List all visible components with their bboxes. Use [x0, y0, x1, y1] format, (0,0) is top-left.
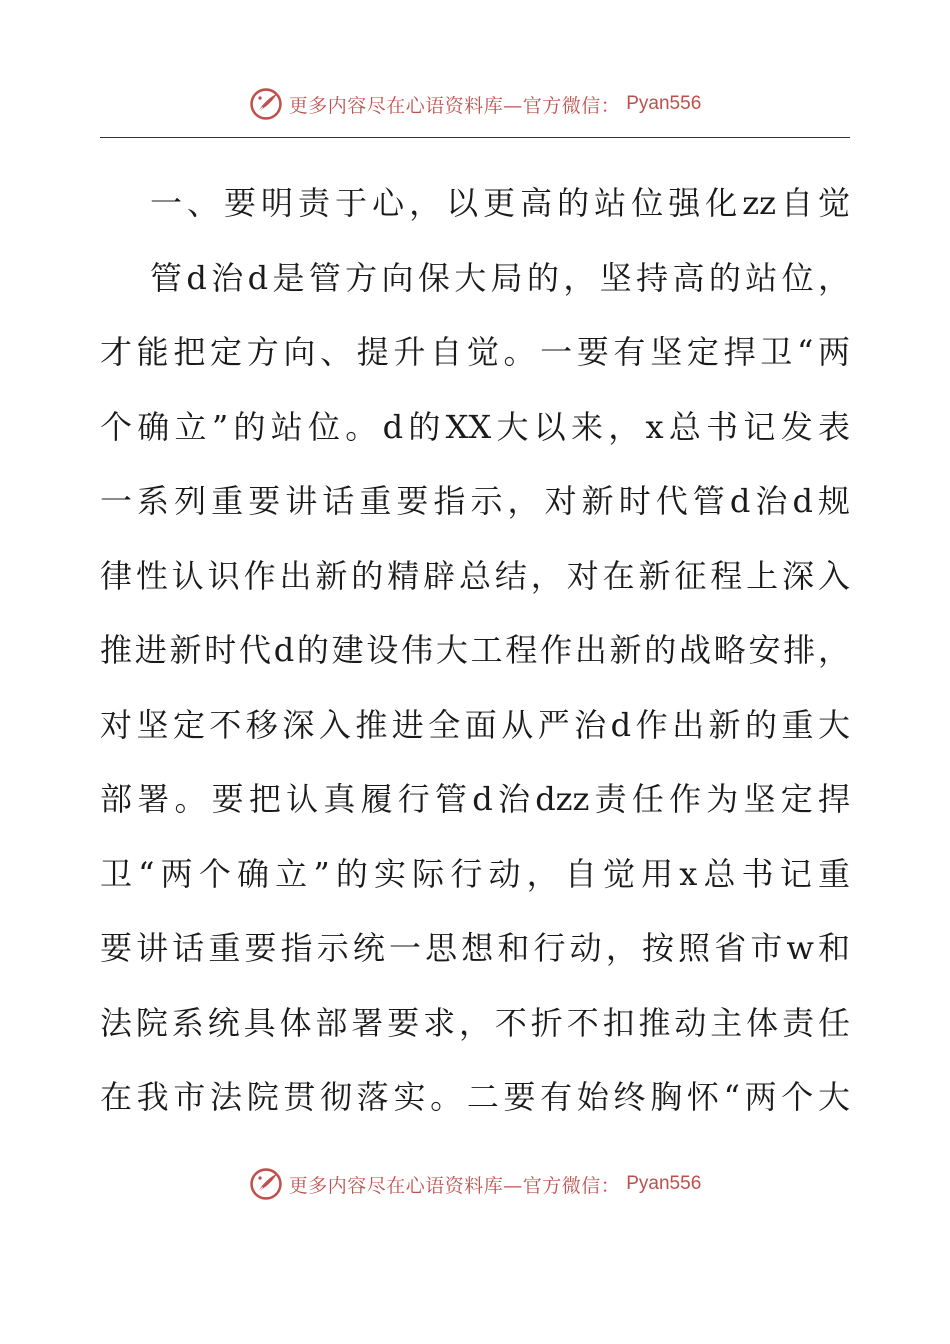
paragraph-line: 管d治d是管方向保大局的，坚持高的站位，	[150, 258, 850, 297]
header-watermark	[0, 84, 950, 124]
watermark-brand: Pyan556	[626, 1173, 702, 1194]
watermark-text: 更多内容尽在心语资料库—官方微信：	[288, 1174, 621, 1197]
watermark-brand: Pyan556	[626, 93, 702, 114]
paragraph-line: 对坚定不移深入推进全面从严治d作出新的重大	[100, 705, 850, 744]
paragraph-line: 才能把定方向、提升自觉。一要有坚定捍卫“两	[100, 333, 850, 371]
watermark-text: 更多内容尽在心语资料库—官方微信：	[288, 94, 621, 117]
quill-logo-icon	[249, 87, 283, 121]
paragraph-line: 一系列重要讲话重要指示，对新时代管d治d规	[100, 482, 850, 520]
document-body	[100, 166, 850, 1135]
paragraph-line: 法院系统具体部署要求，不折不扣推动主体责任	[100, 1003, 850, 1042]
paragraph-line: 个确立”的站位。d的XX大以来，x总书记发表	[100, 407, 850, 446]
paragraph-line: 要讲话重要指示统一思想和行动，按照省市w和	[100, 929, 850, 967]
header-divider	[100, 137, 850, 138]
paragraph-line: 卫“两个确立”的实际行动，自觉用x总书记重	[100, 854, 850, 893]
quill-logo-icon	[249, 1167, 283, 1201]
paragraph-line: 部署。要把认真履行管d治dzz责任作为坚定捍	[100, 780, 850, 818]
paragraph-line: 律性认识作出新的精辟总结，对在新征程上深入	[100, 556, 850, 595]
paragraph-line: 推进新时代d的建设伟大工程作出新的战略安排，	[100, 631, 850, 669]
paragraph-line: 在我市法院贯彻落实。二要有始终胸怀“两个大	[100, 1078, 850, 1116]
section-heading: 一、要明责于心，以更高的站位强化zz自觉	[150, 184, 850, 222]
footer-watermark	[0, 1164, 950, 1204]
